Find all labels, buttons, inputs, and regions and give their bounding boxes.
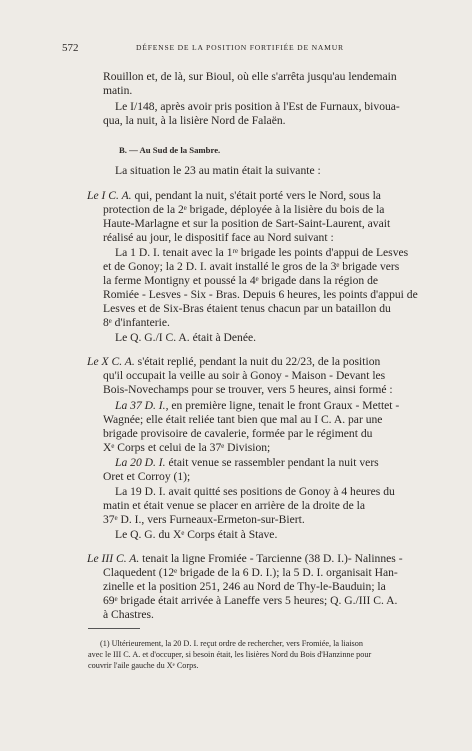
- text-line: réalisé au jour, le dispositif face au Nord suivant :: [103, 231, 334, 244]
- corps-name: Le I C. A.: [87, 189, 132, 202]
- text-line: Haute-Marlagne et sur la position de Sart-Saint-Laurent, avait: [103, 217, 391, 230]
- text-line: [115, 399, 399, 413]
- footnote-line: (1) Ultérieurement, la 20 D. I. reçut ordre de rechercher, vers Fromiée, la liaison: [100, 639, 363, 648]
- text-line: 69ᵉ brigade était arrivée à Laneffe vers 5 heures; Q. G./III C. A.: [103, 594, 398, 607]
- text-line: brigade provisoire de cavalerie, formée par le régiment du: [103, 427, 373, 440]
- division-name: La 20 D. I.: [115, 456, 166, 469]
- text-line: protection de la 2ᵉ brigade, déployée à la lisière du bois de la: [103, 203, 385, 216]
- text-line: et de Gonoy; la 2 D. I. avait installé le gros de la 3ᵉ brigade vers: [103, 260, 400, 273]
- text-line: Claquedent (12ᵉ brigade de la 6 D. I.); la 5 D. I. organisait Han-: [103, 566, 398, 579]
- text-line: [87, 189, 381, 203]
- text-line: qu'il occupait la veille au soir à Gonoy - Maison - Devant les: [103, 369, 386, 382]
- text-line: zinelle et la position 251, 246 au Nord de Thy-le-Bauduin; la: [103, 580, 386, 593]
- corps-name: Le X C. A.: [87, 355, 135, 368]
- text-line: [115, 456, 379, 470]
- text-line: La 19 D. I. avait quitté ses positions de Gonoy à 4 heures du: [115, 485, 395, 498]
- text-line: [87, 552, 403, 566]
- text-span: tenait la ligne Fromiée - Tarcienne (38 D. I.)- Nalinnes -: [139, 552, 403, 565]
- text-line: 8ᵉ d'infanterie.: [103, 316, 170, 329]
- text-line: La situation le 23 au matin était la suivante :: [115, 164, 321, 177]
- text-line: Romiée - Lesves - Six - Bras. Depuis 6 heures, les points d'appui de: [103, 288, 418, 301]
- page-number: 572: [62, 42, 79, 54]
- corps-name: Le III C. A.: [87, 552, 140, 565]
- text-line: Bois-Novechamps pour se trouver, vers 5 heures, ainsi formé :: [103, 383, 393, 396]
- page-header: [62, 42, 434, 56]
- text-line: Le Q. G./I C. A. était à Denée.: [115, 331, 257, 344]
- text-line: matin.: [103, 84, 133, 97]
- text-line: Oret et Corroy (1);: [103, 470, 191, 483]
- text-line: matin et était venue se placer en arrière de la droite de la: [103, 499, 366, 512]
- text-line: 37ᵉ D. I., vers Furneaux-Ermeton-sur-Biert.: [103, 513, 305, 526]
- text-line: [87, 355, 380, 369]
- text-span: qui, pendant la nuit, s'était porté vers le Nord, sous la: [131, 189, 381, 202]
- text-line: Xᵉ Corps et celui de la 37ᵉ Division;: [103, 441, 271, 454]
- text-line: Le Q. G. du Xᵉ Corps était à Stave.: [115, 528, 278, 541]
- text-line: la ferme Montigny et poussé la 4ᵉ brigade dans la région de: [103, 274, 379, 287]
- text-line: Le I/148, après avoir pris position à l'Est de Furnaux, bivoua-: [115, 100, 400, 113]
- text-line: à Chastres.: [103, 608, 154, 621]
- footnote-line: avec le III C. A. et d'occuper, si besoin était, les lisières Nord du Bois d'Hanzinne pour: [88, 650, 372, 659]
- text-span: était venue se rassembler pendant la nuit vers: [165, 456, 379, 469]
- text-line: La 1 D. I. tenait avec la 1ʳᵉ brigade les points d'appui de Lesves: [115, 246, 409, 259]
- division-name: La 37 D. I.,: [115, 399, 169, 412]
- footnote-line: couvrir l'aile gauche du Xᵉ Corps.: [88, 661, 199, 670]
- text-line: Lesves et de Six-Bras étaient tenus chacun par un bataillon du: [103, 302, 391, 315]
- text-span: en première ligne, tenait le front Graux - Mettet -: [168, 399, 400, 412]
- text-span: s'était replié, pendant la nuit du 22/23, de la position: [134, 355, 381, 368]
- text-line: qua, la nuit, à la lisière Nord de Falaën.: [103, 114, 286, 127]
- section-heading: B. — Au Sud de la Sambre.: [119, 145, 221, 155]
- running-title: DÉFENSE DE LA POSITION FORTIFIÉE DE NAMUR: [136, 43, 344, 52]
- text-line: Rouillon et, de là, sur Bioul, où elle s'arrêta jusqu'au lendemain: [103, 70, 397, 83]
- text-line: Wagnée; elle était reliée tant bien que mal au I C. A. par une: [103, 413, 383, 426]
- footnote-rule: [88, 628, 140, 629]
